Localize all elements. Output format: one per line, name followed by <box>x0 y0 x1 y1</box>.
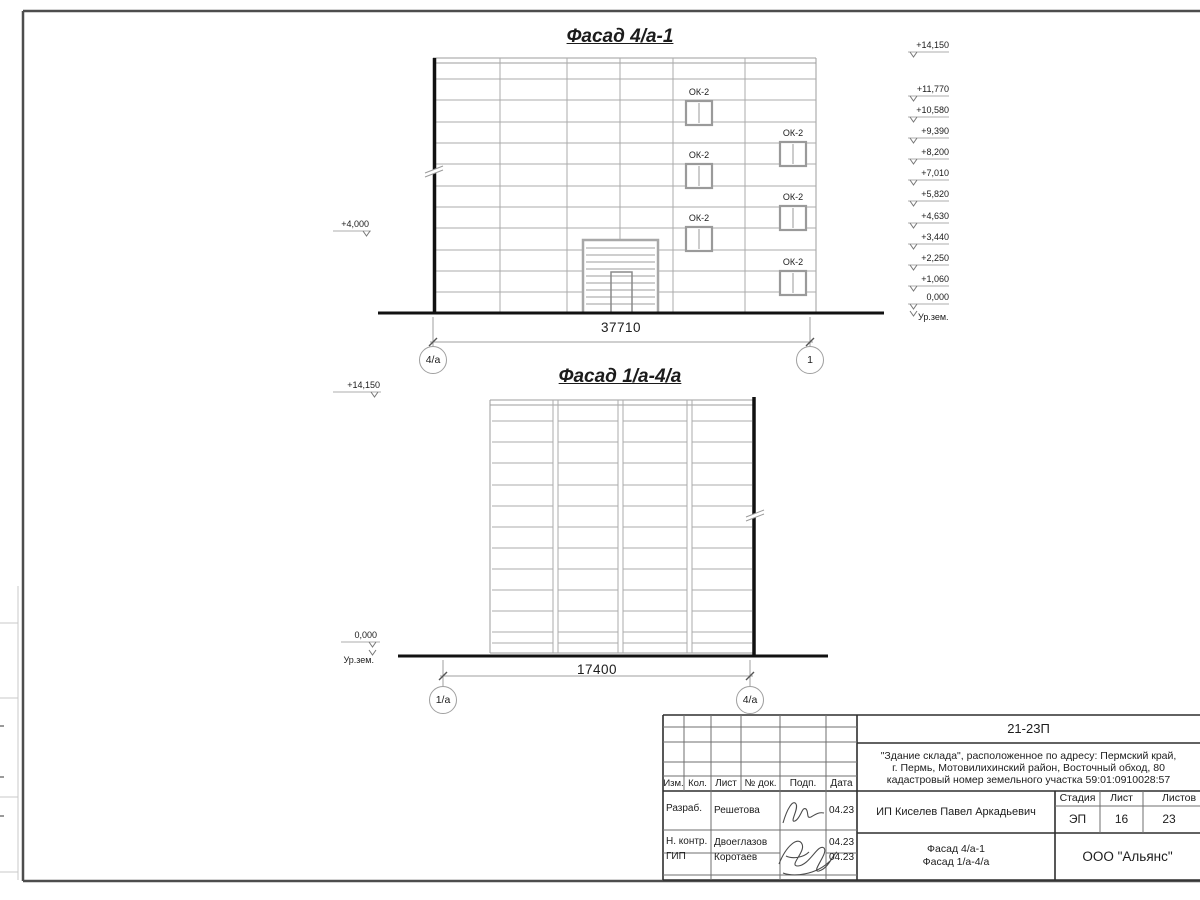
window-label: ОК-2 <box>782 192 804 202</box>
elevation-mark: 0,000 <box>354 630 377 640</box>
axis-bubble-label: 4/а <box>425 354 441 366</box>
elevation-mark: +4,000 <box>341 219 369 229</box>
role-label: ГИП <box>666 851 686 862</box>
col-header-list: Лист <box>715 778 737 789</box>
col-header-izm: Изм. <box>663 778 684 789</box>
signature-reshetova <box>783 803 824 823</box>
date-value: 04.23 <box>828 837 855 848</box>
window-label: ОК-2 <box>688 213 710 223</box>
project-description-line3: кадастровый номер земельного участка 59:01:0910028:57 <box>886 774 1171 786</box>
person-name: Двоеглазов <box>714 837 768 848</box>
role-label: Н. контр. <box>666 836 708 847</box>
elevation-mark: +8,200 <box>921 147 949 157</box>
date-value: 04.23 <box>828 805 855 816</box>
window-label: ОК-2 <box>782 257 804 267</box>
sheet-title-line2: Фасад 1/а-4/а <box>922 856 990 868</box>
elevation-mark: +3,440 <box>921 232 949 242</box>
doc-number: 21-23П <box>1007 721 1050 736</box>
client-name: ИП Киселев Павел Аркадьевич <box>876 806 1036 818</box>
axis-bubble-label: 1 <box>807 354 813 366</box>
sheet-number: 16 <box>1114 812 1129 826</box>
dimension-value: 37710 <box>600 320 642 335</box>
elevation-mark: +14,150 <box>347 380 380 390</box>
sheet-label: Лист <box>1110 792 1133 804</box>
sheets-label: Листов <box>1161 792 1197 804</box>
elevation-mark: +9,390 <box>921 126 949 136</box>
elevation-mark: +14,150 <box>916 40 949 50</box>
col-header-kol: Кол. <box>688 778 707 789</box>
person-name: Решетова <box>714 805 760 816</box>
elevation-mark: +11,770 <box>916 84 949 94</box>
ground-level-label: Ур.зем. <box>918 312 949 322</box>
left-edge-stamp <box>0 586 18 880</box>
dimension-value: 17400 <box>576 662 618 677</box>
axis-bubble-label: 4/а <box>742 694 758 706</box>
elevation-mark: 0,000 <box>926 292 949 302</box>
stage-label: Стадия <box>1059 792 1096 804</box>
elevation-mark: +1,060 <box>921 274 949 284</box>
axis-bubble-label: 1/а <box>435 694 451 706</box>
person-name: Коротаев <box>714 852 758 863</box>
window-label: ОК-2 <box>688 87 710 97</box>
col-header-data: Дата <box>830 778 853 789</box>
date-value: 04.23 <box>828 852 855 863</box>
elevation-mark: +10,580 <box>916 105 949 115</box>
organization-name: ООО "Альянс" <box>1082 849 1173 864</box>
facade1-gate <box>583 240 658 313</box>
role-label: Разраб. <box>666 803 703 814</box>
window-label: ОК-2 <box>782 128 804 138</box>
facade2-title: Фасад 1/а-4/а <box>558 366 682 387</box>
window-label: ОК-2 <box>688 150 710 160</box>
project-description-line2: г. Пермь, Мотовилихинский район, Восточный обход, 80 <box>892 762 1165 774</box>
stage-value: ЭП <box>1068 812 1087 826</box>
elevation-mark: +2,250 <box>921 253 949 263</box>
elevation-mark: +4,630 <box>921 211 949 221</box>
facade1-title: Фасад 4/а-1 <box>566 26 674 47</box>
project-description-line1: "Здание склада", расположенное по адресу: Пермский край, <box>880 750 1177 762</box>
col-header-doc: № док. <box>744 778 777 789</box>
ground-level-label: Ур.зем. <box>343 655 374 665</box>
elevation-mark: +7,010 <box>921 168 949 178</box>
sheet-title-line1: Фасад 4/а-1 <box>927 843 985 855</box>
sheets-total: 23 <box>1162 812 1176 826</box>
col-header-podp: Подп. <box>789 778 817 789</box>
elevation-mark: +5,820 <box>921 189 949 199</box>
